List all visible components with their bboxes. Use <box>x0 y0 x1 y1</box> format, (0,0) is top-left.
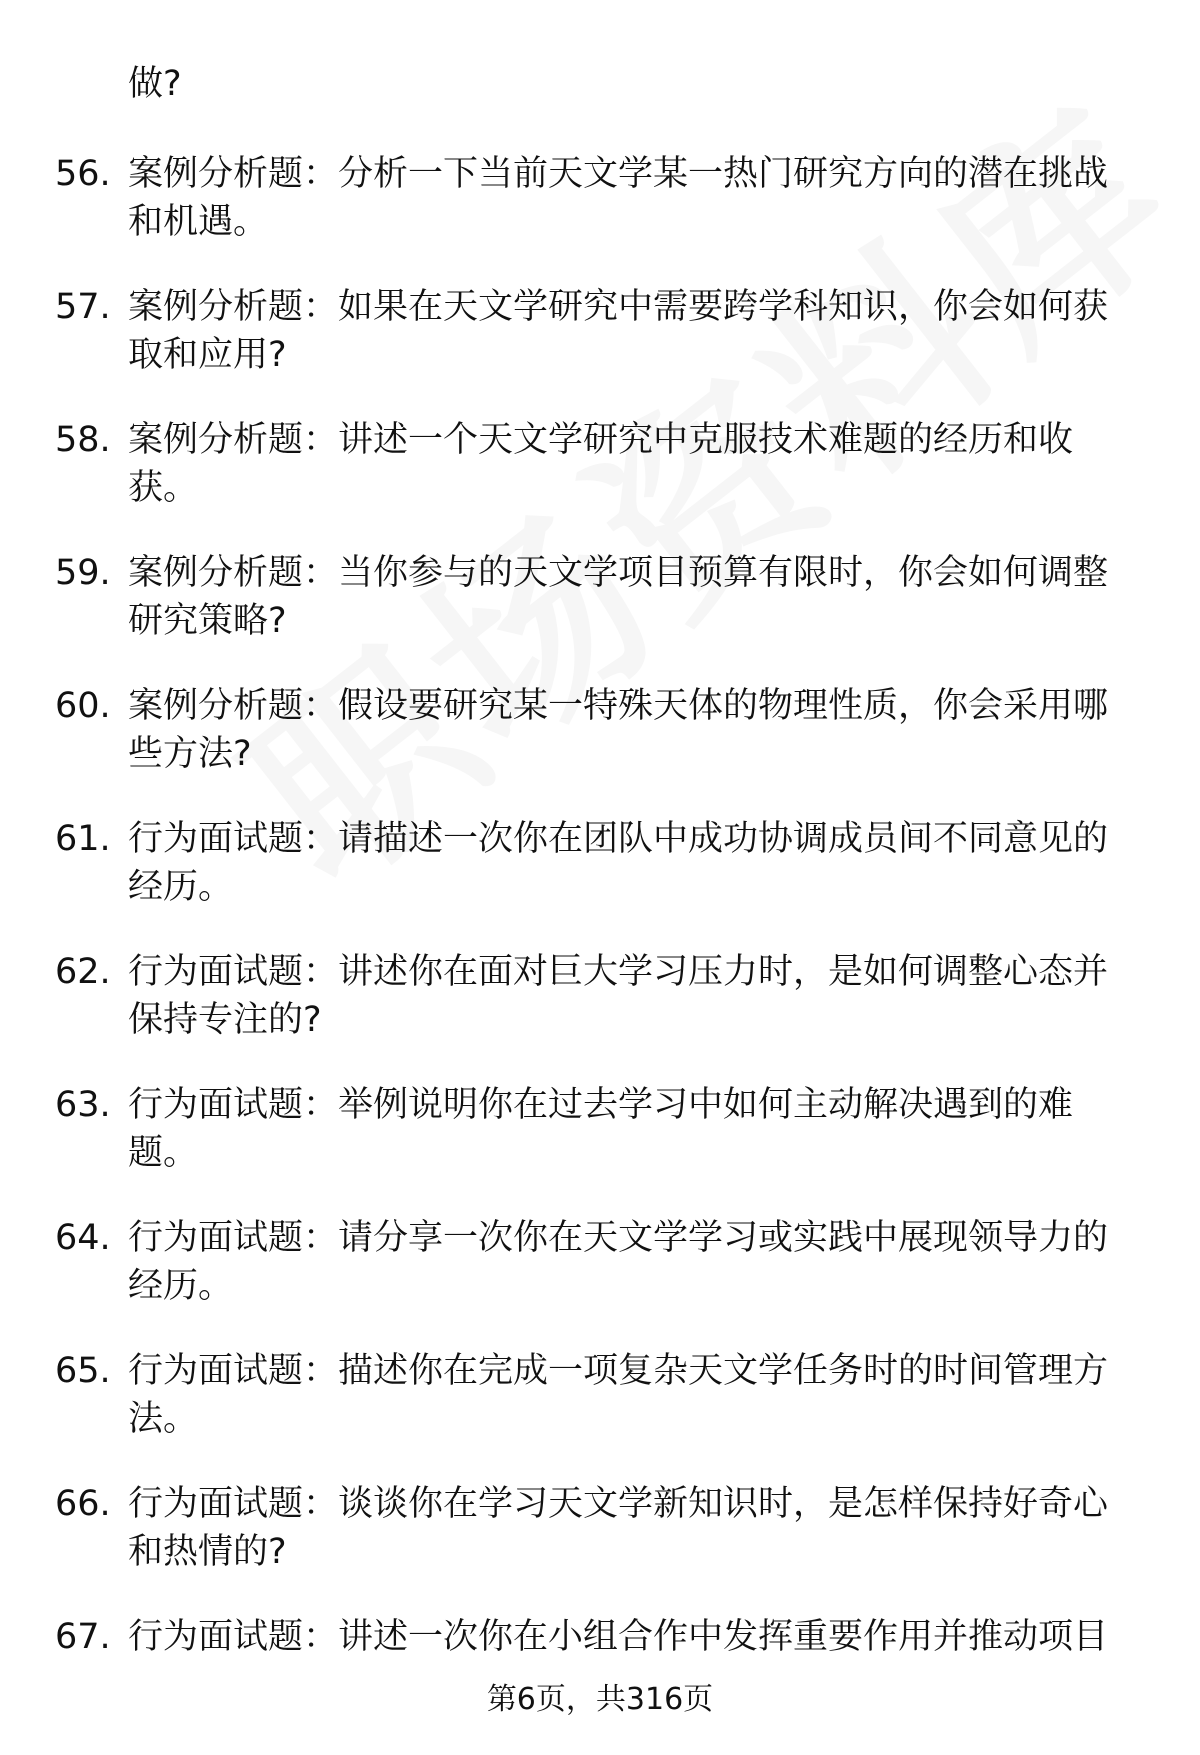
question-number: 63. <box>55 1085 111 1125</box>
question-text: 案例分析题：分析一下当前天文学某一热门研究方向的潜在挑战和机遇。 <box>128 154 1109 242</box>
question-number: 60. <box>55 686 111 726</box>
question-text: 行为面试题：谈谈你在学习天文学新知识时，是怎样保持好奇心和热情的? <box>128 1484 1109 1572</box>
question-number: 62. <box>55 952 111 992</box>
list-item <box>0 1347 1200 1480</box>
question-text: 行为面试题：讲述一次你在小组合作中发挥重要作用并推动项目 <box>128 1617 1109 1657</box>
question-text: 行为面试题：请描述一次你在团队中成功协调成员间不同意见的经历。 <box>128 819 1109 907</box>
question-number: 61. <box>55 819 111 859</box>
question-number: 57. <box>55 287 111 327</box>
continuation-text: 做? <box>128 64 182 104</box>
list-item <box>0 1480 1200 1613</box>
list-item <box>0 1214 1200 1347</box>
list-item <box>0 283 1200 416</box>
question-text: 行为面试题：举例说明你在过去学习中如何主动解决遇到的难题。 <box>128 1085 1074 1173</box>
list-item <box>0 948 1200 1081</box>
question-text: 案例分析题：讲述一个天文学研究中克服技术难题的经历和收获。 <box>128 420 1074 508</box>
list-item <box>0 815 1200 948</box>
question-text: 案例分析题：当你参与的天文学项目预算有限时，你会如何调整研究策略? <box>128 553 1109 641</box>
question-text: 行为面试题：描述你在完成一项复杂天文学任务时的时间管理方法。 <box>128 1351 1109 1439</box>
question-text: 行为面试题：请分享一次你在天文学学习或实践中展现领导力的经历。 <box>128 1218 1109 1306</box>
list-item <box>0 1081 1200 1214</box>
question-text: 行为面试题：讲述你在面对巨大学习压力时，是如何调整心态并保持专注的? <box>128 952 1109 1040</box>
list-item <box>0 416 1200 549</box>
question-number: 66. <box>55 1484 111 1524</box>
list-item <box>0 150 1200 283</box>
question-number: 67. <box>55 1617 111 1657</box>
list-item <box>0 682 1200 815</box>
question-number: 58. <box>55 420 111 460</box>
question-number: 65. <box>55 1351 111 1391</box>
question-text: 案例分析题：假设要研究某一特殊天体的物理性质，你会采用哪些方法? <box>128 686 1109 774</box>
question-text: 案例分析题：如果在天文学研究中需要跨学科知识，你会如何获取和应用? <box>128 287 1109 375</box>
question-number: 56. <box>55 154 111 194</box>
question-number: 59. <box>55 553 111 593</box>
page-footer: 第6页，共316页 <box>486 1682 714 1717</box>
question-number: 64. <box>55 1218 111 1258</box>
list-item <box>0 549 1200 682</box>
question-list <box>0 150 1200 1746</box>
